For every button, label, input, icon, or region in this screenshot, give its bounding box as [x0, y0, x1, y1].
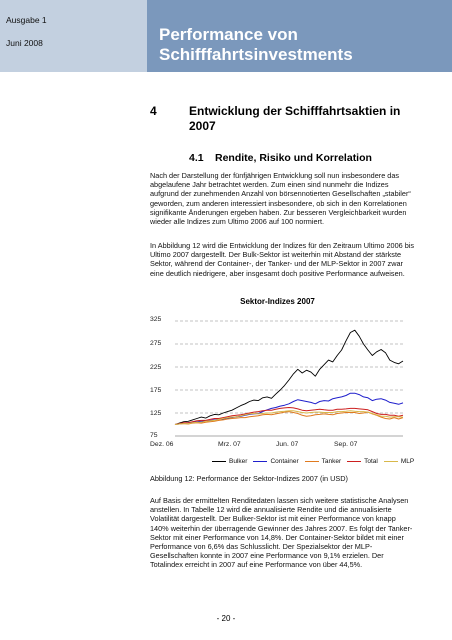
- legend-label: Container: [270, 458, 299, 465]
- legend-label: MLP: [400, 458, 415, 465]
- chart-title: Sektor-Indizes 2007: [240, 297, 315, 306]
- y-tick-label: 325: [150, 316, 162, 323]
- legend-label: Bulker: [229, 458, 248, 465]
- legend-label: Total: [364, 458, 378, 465]
- y-tick-label: 225: [150, 364, 162, 371]
- series-line-mlp: [175, 411, 403, 425]
- legend-swatch-tanker: [305, 461, 319, 462]
- legend-swatch-total: [347, 461, 361, 462]
- y-tick-label: 275: [150, 340, 162, 347]
- series-line-tanker: [175, 412, 403, 425]
- legend-swatch-bulker: [212, 461, 226, 462]
- section-title: Entwicklung der Schifffahrtsaktien in 2007: [189, 104, 401, 133]
- figure-caption: Abbildung 12: Performance der Sektor-Indizes 2007 (in USD): [150, 474, 348, 483]
- legend-item-total: [347, 458, 378, 465]
- subsection-number: 4.1: [189, 152, 204, 164]
- section-number: 4: [150, 104, 157, 118]
- legend-item-container: [253, 458, 298, 465]
- body-paragraph-3: Auf Basis der ermittelten Renditedaten lassen sich weitere statistische Analysen anstellen. In Tabelle 12 wird die annualisierte Rendite und die annualisierte Volatilität dargestellt. Der Bulker-Sektor ist mit einer Performance von knapp 140% weiterhin der überragende Gewinner des Jahres 2007. Es folgt der Tanker-Sektor mit einer Performance von 14,8%. Der Container-Sektor bildet mit einer Performance von 6,6% das Schlusslicht. Der Spezialsektor der MLP-Gesellschaften konnte in 2007 eine Performance von 9,1% erzielen. Der Totalindex erreicht in 2007 auf eine Performance von über 44,5%.: [150, 496, 413, 570]
- body-paragraph-2: In Abbildung 12 wird die Entwicklung der Indizes für den Zeitraum Ultimo 2006 bis Ultimo 2007 dargestellt. Der Bulk-Sektor ist weiterhin mit Abstand der stärkste Sektor, während der Container-, der Tanker- und der MLP-Sektor in 2007 zwar eine deutlich niedrigere, aber insgesamt doch positive Performance aufweisen.: [150, 241, 415, 278]
- x-tick-label: Sep. 07: [334, 441, 358, 448]
- legend-label: Tanker: [321, 458, 342, 465]
- x-tick-label: Mrz. 07: [218, 441, 241, 448]
- chart-legend: [212, 458, 420, 465]
- y-tick-label: 125: [150, 410, 162, 417]
- page-number: - 20 -: [216, 614, 236, 623]
- document-title-line1: Performance von: [159, 25, 298, 44]
- legend-swatch-mlp: [384, 461, 398, 462]
- body-paragraph-1: Nach der Darstellung der fünfjährigen Entwicklung soll nun insbesondere das abgelaufene Jahr betrachtet werden. Zum einen sind nunmehr die Indizes aufgrund der zunehmenden Anzahl von börsennotierten Gesellschaften „stabiler“ geworden, zum anderen interessiert insbesondere, ob sich in den Korrelationen signifikante Änderungen ergeben haben. Zur besseren Vergleichbarkeit wurden wieder alle Indizes zum Ultimo 2006 auf 100 normiert.: [150, 171, 411, 227]
- issue-label: Ausgabe 1: [6, 15, 47, 25]
- legend-item-tanker: [305, 458, 342, 465]
- issue-date: Juni 2008: [6, 38, 43, 48]
- y-tick-label: 75: [150, 432, 158, 439]
- legend-item-mlp: [384, 458, 414, 465]
- subsection-title: Rendite, Risiko und Korrelation: [215, 152, 372, 164]
- x-tick-label: Jun. 07: [276, 441, 299, 448]
- document-title-line2: Schifffahrtsinvestments: [159, 45, 353, 64]
- legend-swatch-container: [253, 461, 267, 462]
- y-tick-label: 175: [150, 387, 162, 394]
- x-tick-label: Dez. 06: [150, 441, 174, 448]
- legend-item-bulker: [212, 458, 247, 465]
